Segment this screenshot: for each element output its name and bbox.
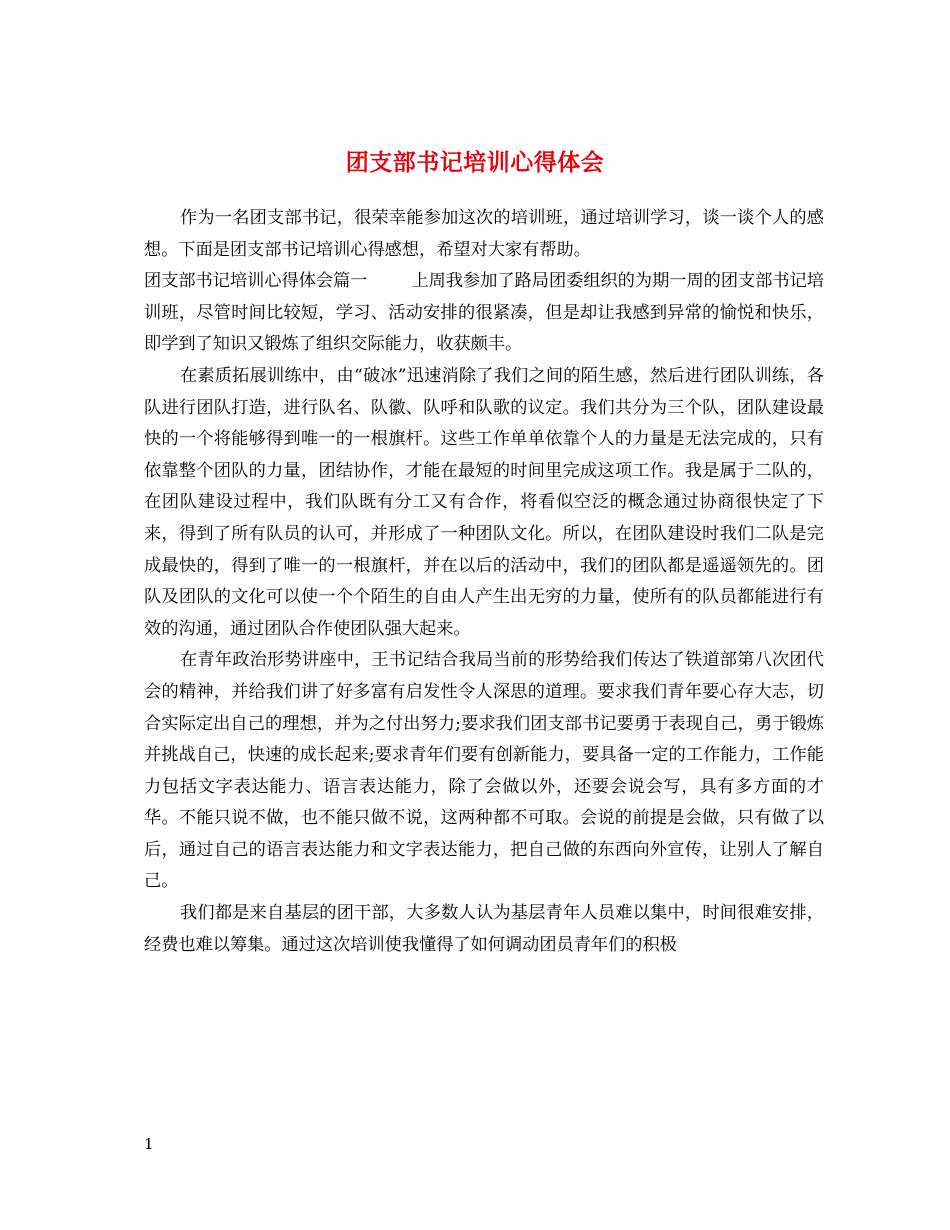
- page-title: 团支部书记培训心得体会: [345, 149, 605, 177]
- part-one-paragraph: [144, 266, 824, 361]
- politics-lecture-paragraph: 在青年政治形势讲座中，王书记结合我局当前的形势给我们传达了铁道部第八次团代会的精神，并给我们讲了好多富有启发性令人深思的道理。要求我们青年要心存大志，切合实际定出自己的理想，并为之付出努力;要求我们团支部书记要勇于表现自己，勇于锻炼并挑战自己，快速的成长起来;要求青年们要有创新能力，要具备一定的工作能力，工作能力包括文字表达能力、语言表达能力，除了会做以外，还要会说会写，具有多方面的才华。不能只说不做，也不能只做不说，这两种都不可取。会说的前提是会做，只有做了以后，通过自己的语言表达能力和文字表达能力，把自己做的东西向外宣传，让别人了解自己。: [144, 650, 824, 892]
- part-one-heading: 团支部书记培训心得体会篇一: [144, 271, 368, 292]
- document-body: [144, 203, 824, 961]
- intro-paragraph: 作为一名团支部书记，很荣幸能参加这次的培训班，通过培训学习，谈一谈个人的感想。下面是团支部书记培训心得感想，希望对大家有帮助。: [144, 208, 824, 260]
- part-one-text: 上周我参加了路局团委组织的为期一周的团支部书记培训班，尽管时间比较短，学习、活动安排的很紧凑，但是却让我感到异常的愉悦和快乐，即学到了知识又锻炼了组织交际能力，收获颇丰。: [144, 271, 824, 355]
- page-number: 1: [144, 1135, 154, 1153]
- team-training-paragraph: 在素质拓展训练中，由“破冰”迅速消除了我们之间的陌生感，然后进行团队训练，各队进行团队打造，进行队名、队徽、队呼和队歌的议定。我们共分为三个队，团队建设最快的一个将能够得到唯一的一根旗杆。这些工作单单依靠个人的力量是无法完成的，只有依靠整个团队的力量，团结协作，才能在最短的时间里完成这项工作。我是属于二队的，在团队建设过程中，我们队既有分工又有合作，将看似空泛的概念通过协商很快定了下来，得到了所有队员的认可，并形成了一种团队文化。所以，在团队建设时我们二队是完成最快的，得到了唯一的一根旗杆，并在以后的活动中，我们的团队都是遥遥领先的。团队及团队的文化可以使一个个陌生的自由人产生出无穷的力量，使所有的队员都能进行有效的沟通，通过团队合作使团队强大起来。: [144, 365, 824, 639]
- grassroots-paragraph: 我们都是来自基层的团干部，大多数人认为基层青年人员难以集中，时间很难安排，经费也难以筹集。通过这次培训使我懂得了如何调动团员青年们的积极: [144, 903, 824, 955]
